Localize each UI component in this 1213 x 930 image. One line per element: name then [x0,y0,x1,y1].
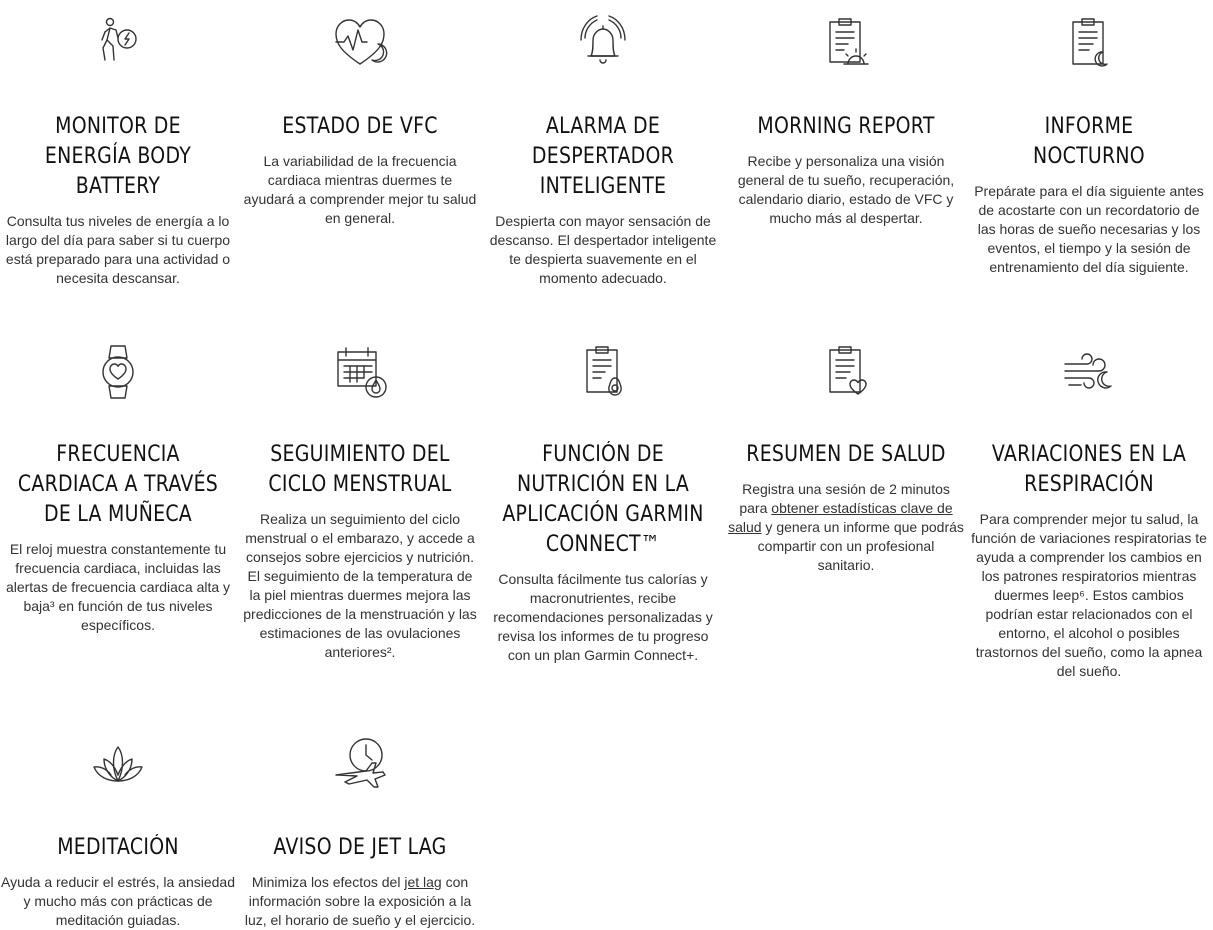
feature-description: Despierta con mayor sensación de descanso. El despertador inteligente te despierta suavemente en el momento adecuado. [489,213,717,286]
wind-breath-icon [1059,342,1119,402]
lotus-icon [88,735,148,795]
feature-description: La variabilidad de la frecuencia cardiaca mientras duermes te ayudará a comprender mejor tu salud en general. [243,153,477,226]
plane-clock-icon [330,735,390,795]
person-energy-icon [88,14,148,74]
feature-menstrual-tracking [242,342,478,662]
feature-morning-report [728,14,964,228]
description-text: Registra una sesión de 2 minutos para [739,481,950,516]
feature-title: AVISO DE JET LAG [273,835,447,860]
feature-title: ESTADO DE VFC [282,114,438,139]
feature-title: VARIACIONES EN LA RESPIRACIÓN [991,442,1187,497]
health-stats-link[interactable]: obtener estadísticas clave de salud [728,500,953,535]
feature-hrv-status [242,14,478,228]
description-text: y genera un informe que podrás compartir con un profesional sanitario. [757,519,964,573]
feature-description: Consulta tus niveles de energía a lo largo del día para saber si tu cuerpo está preparado para una actividad o necesita descansar. [5,213,231,286]
feature-description: El reloj muestra constantemente tu frecuencia cardiaca, incluidas las alertas de frecuencia cardiaca alta y baja³ en función de tus niveles específicos. [5,541,231,633]
feature-description: Consulta fácilmente tus calorías y macronutrientes, recibe recomendaciones personalizadas y revisa los informes de tu progreso con un plan Garmin Connect+. [493,571,713,663]
feature-title: FUNCIÓN DE NUTRICIÓN EN LA APLICACIÓN GARMIN CONNECT™ [502,442,704,557]
feature-description [242,873,478,930]
heart-hrv-icon [330,14,390,74]
feature-title: RESUMEN DE SALUD [746,442,946,467]
feature-health-snapshot [728,342,964,575]
feature-title: MEDITACIÓN [57,835,179,860]
clipboard-avocado-icon [573,342,633,402]
feature-description: Realiza un seguimiento del ciclo menstrual o el embarazo, y accede a consejos sobre ejercicios y nutrición. El seguimiento de la temperatura de la piel mientras duermes mejora las predicciones de la menstruación y las estimaciones de las ovulaciones anteriores². [243,511,477,660]
clipboard-heart-icon [816,342,876,402]
clipboard-moon-icon [1059,14,1119,74]
feature-smart-alarm [485,14,721,288]
feature-description: Ayuda a reducir el estrés, la ansiedad y mucho más con prácticas de meditación guiadas. [1,874,235,928]
feature-title: MONITOR DE ENERGÍA BODY BATTERY [44,114,192,199]
watch-heart-icon [88,342,148,402]
feature-title: ALARMA DE DESPERTADOR INTELIGENTE [531,114,675,199]
feature-title: MORNING REPORT [757,114,935,139]
feature-evening-report [971,14,1207,277]
feature-title: INFORME NOCTURNO [1033,114,1145,169]
description-text: con información sobre la exposición a la luz, el horario de sueño y el ejercicio. [244,874,476,928]
feature-body-battery [0,14,236,288]
feature-title: FRECUENCIA CARDIACA A TRAVÉS DE LA MUÑECA [17,442,219,527]
feature-description [728,480,964,575]
feature-description: Recibe y personaliza una visión general de tu sueño, recuperación, calendario diario, estado de VFC y mucho más al despertar. [737,153,955,226]
clipboard-sunrise-icon [816,14,876,74]
feature-nutrition [485,342,721,665]
feature-jet-lag [242,735,478,930]
alarm-bell-icon [573,14,633,74]
feature-breathing-variations [971,342,1207,681]
description-text: Minimiza los efectos del [251,874,405,890]
feature-title: SEGUIMIENTO DEL CICLO MENSTRUAL [268,442,452,497]
feature-wrist-heart-rate [0,342,236,635]
jet-lag-link[interactable]: jet lag [404,874,442,890]
feature-meditation [0,735,236,930]
calendar-drop-icon [330,342,390,402]
feature-description: Prepárate para el día siguiente antes de acostarte con un recordatorio de las horas de sueño necesarias y los eventos, el tiempo y la sesión de entrenamiento del día siguiente. [974,183,1204,275]
feature-description: Para comprender mejor tu salud, la función de variaciones respiratorias te ayuda a comprender los cambios en los patrones respiratorios mientras duermes leep⁶. Estos cambios podrían estar relacionados con el entorno, el alcohol o posibles trastornos del sueño, como la apnea del sueño. [971,511,1207,679]
